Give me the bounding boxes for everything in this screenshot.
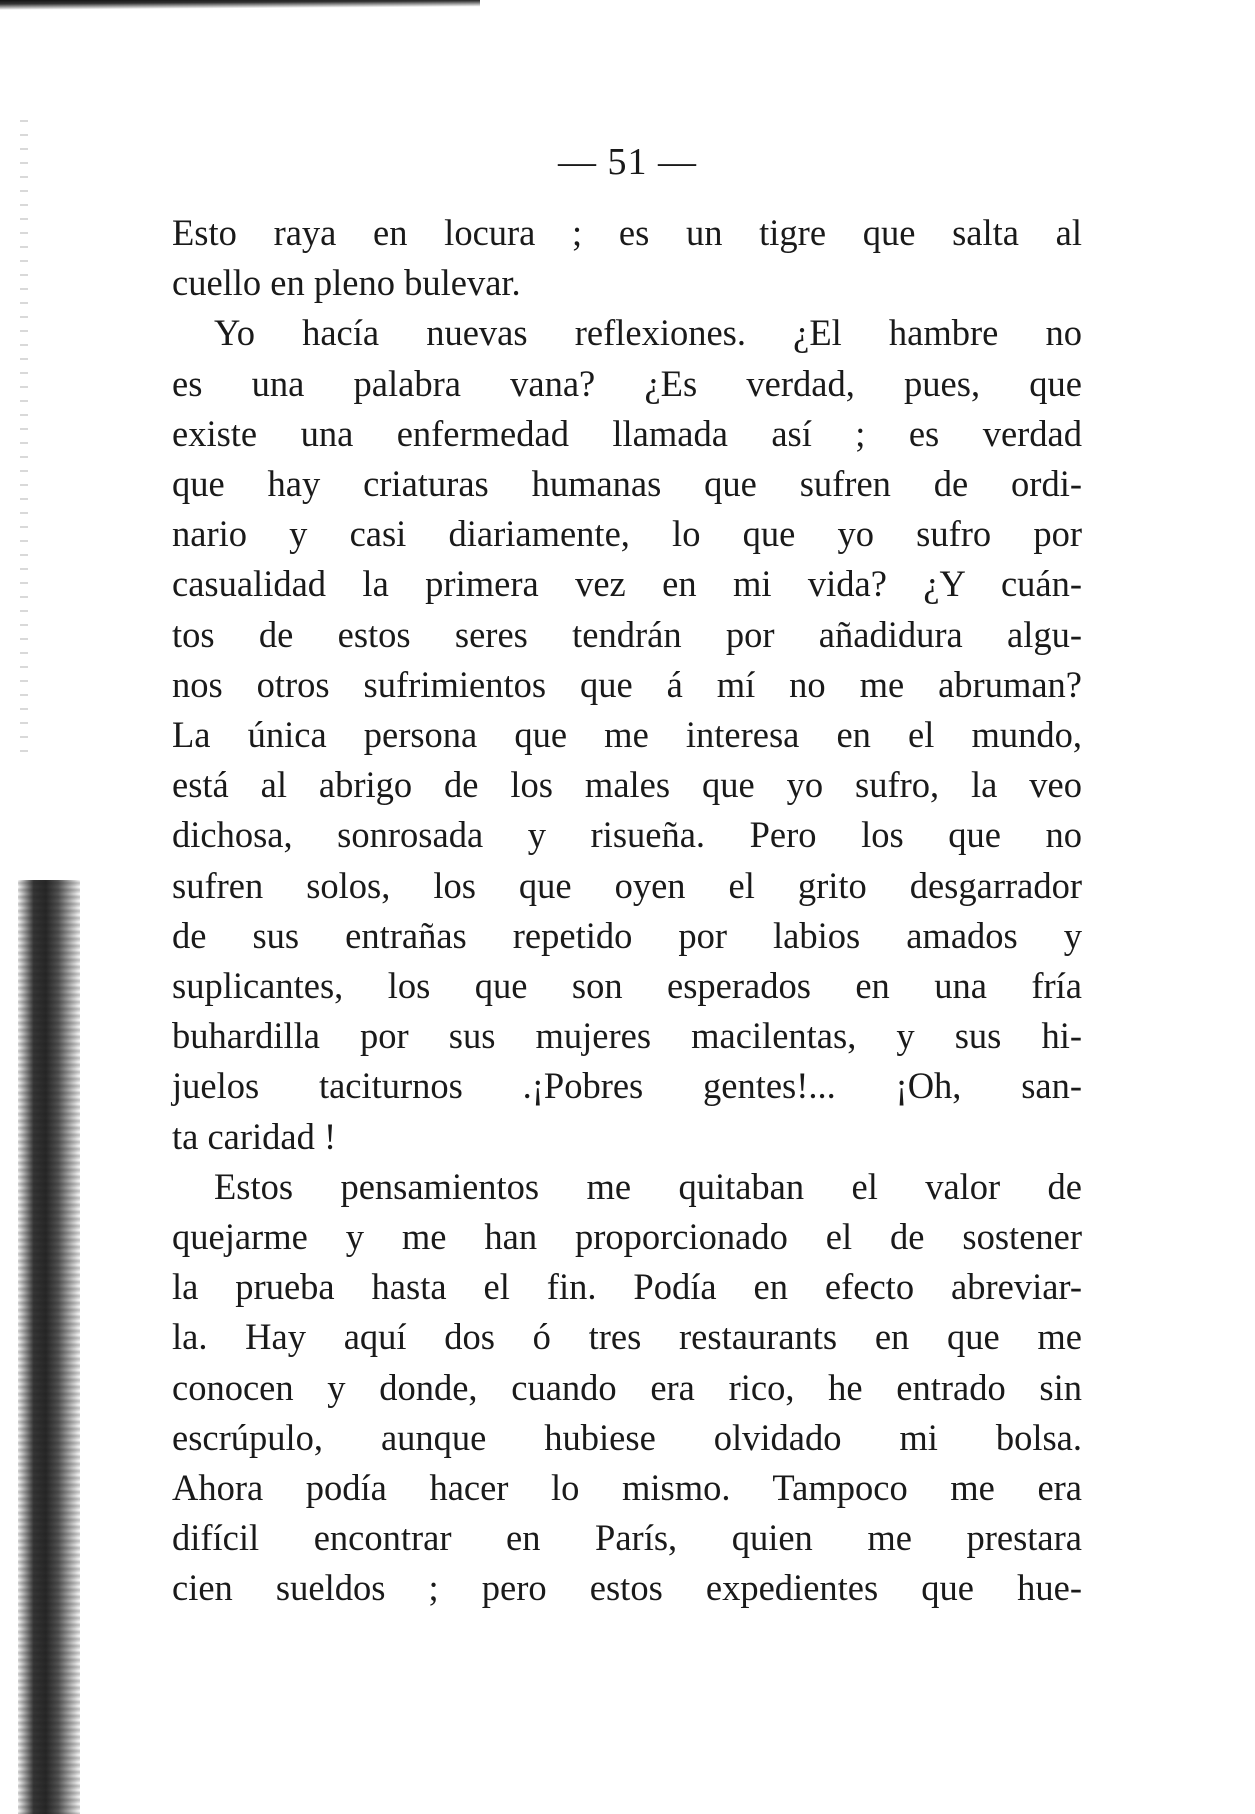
text-line: tos de estos seres tendrán por añadidura algu- <box>172 613 1082 655</box>
text-line: Esto raya en locura ; es un tigre que salta al <box>172 212 1082 253</box>
text-line: conocen y donde, cuando era rico, he entrado sin <box>172 1366 1082 1408</box>
text-line: suplicantes, los que son esperados en una fría <box>172 965 1082 1007</box>
text-line: La única persona que me interesa en el mundo, <box>172 714 1082 756</box>
scan-binding-faint <box>20 120 28 760</box>
text-line: que hay criaturas humanas que sufren de ordi- <box>172 463 1082 505</box>
text-line: buhardilla por sus mujeres macilentas, y sus hi- <box>172 1015 1082 1057</box>
text-line: cien sueldos ; pero estos expedientes que hue- <box>172 1567 1082 1609</box>
text-line: es una palabra vana? ¿Es verdad, pues, que <box>172 362 1082 404</box>
page-number: — 51 — <box>558 141 697 183</box>
text-line: Yo hacía nuevas reflexiones. ¿El hambre no <box>214 312 1082 354</box>
text-line: de sus entrañas repetido por labios amados y <box>172 914 1082 956</box>
body-text <box>172 208 1082 1614</box>
text-line: sufren solos, los que oyen el grito desgarrador <box>172 864 1082 906</box>
text-line: está al abrigo de los males que yo sufro, la veo <box>172 764 1082 806</box>
text-line: Ahora podía hacer lo mismo. Tampoco me era <box>172 1467 1082 1509</box>
text-line: la prueba hasta el fin. Podía en efecto abreviar- <box>172 1266 1082 1308</box>
text-line: Estos pensamientos me quitaban el valor de <box>214 1165 1082 1207</box>
text-line: ta caridad ! <box>172 1115 337 1157</box>
scan-binding-edge <box>18 880 80 1814</box>
text-line: nos otros sufrimientos que á mí no me abruman? <box>172 663 1082 705</box>
text-line: la. Hay aquí dos ó tres restaurants en que me <box>172 1316 1082 1358</box>
paragraph-2 <box>172 308 1082 1161</box>
text-line: difícil encontrar en París, quien me prestara <box>172 1517 1082 1559</box>
text-line: nario y casi diariamente, lo que yo sufro por <box>172 513 1082 555</box>
text-line: dichosa, sonrosada y risueña. Pero los que no <box>172 814 1082 856</box>
text-line: quejarme y me han proporcionado el de sostener <box>172 1216 1082 1258</box>
paragraph-1 <box>172 208 1082 308</box>
text-line: juelos taciturnos .¡Pobres gentes!... ¡Oh, san- <box>172 1065 1082 1107</box>
text-line: escrúpulo, aunque hubiese olvidado mi bolsa. <box>172 1416 1082 1458</box>
text-line: existe una enfermedad llamada así ; es verdad <box>172 412 1082 454</box>
text-line: cuello en pleno bulevar. <box>172 262 521 304</box>
text-line: casualidad la primera vez en mi vida? ¿Y cuán- <box>172 563 1082 605</box>
scan-edge-top <box>0 0 480 10</box>
paragraph-3 <box>172 1162 1082 1614</box>
